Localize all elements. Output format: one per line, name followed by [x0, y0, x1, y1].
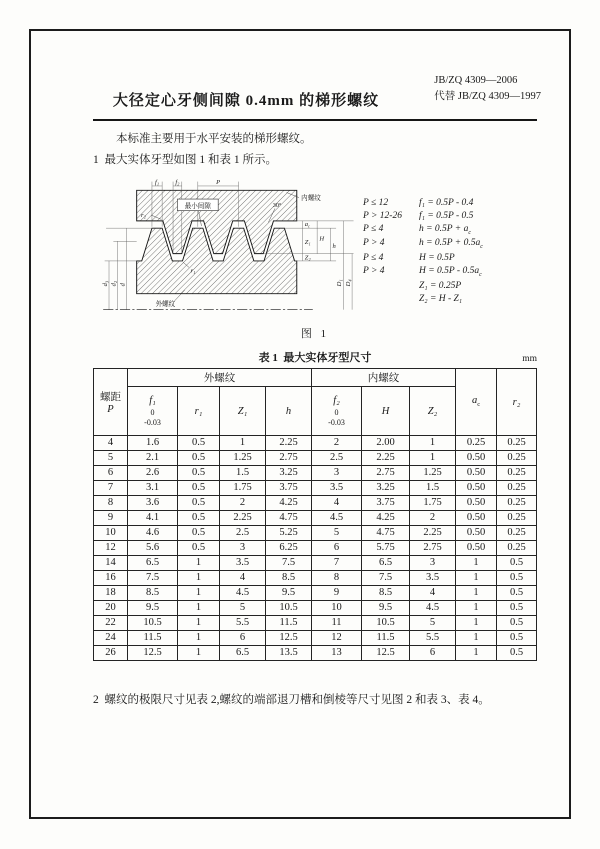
f1-tolerance-lower: -0.03 — [144, 417, 161, 427]
table-cell: 0.5 — [497, 556, 537, 571]
standard-number: JB/ZQ 4309—2006 — [434, 75, 518, 86]
formula-list — [363, 197, 537, 306]
table-cell: 2.25 — [220, 511, 266, 526]
formula-condition: P > 4 — [363, 266, 385, 277]
table-cell: 0.5 — [497, 586, 537, 601]
table-cell: 24 — [94, 631, 128, 646]
table-cell: 3.25 — [266, 466, 312, 481]
figure-1 — [93, 177, 537, 323]
table-cell: 8 — [312, 571, 362, 586]
dim-d2-label: d₂ — [110, 280, 118, 287]
table-row — [94, 451, 537, 466]
formula-condition: P > 4 — [363, 238, 385, 249]
dim-ac-base: a — [304, 220, 309, 228]
table-cell: 1.75 — [220, 481, 266, 496]
col-group-internal-thread: 内螺纹 — [312, 369, 456, 387]
table-cell: 2.25 — [410, 526, 456, 541]
formula-row — [363, 280, 537, 293]
table-row — [94, 616, 537, 631]
dim-H-label: H — [319, 235, 325, 243]
table-cell: 11 — [312, 616, 362, 631]
table-cell: 0.25 — [497, 436, 537, 451]
formula-condition: P > 12-26 — [363, 210, 402, 221]
table-cell: 9.5 — [128, 601, 178, 616]
table-cell: 4 — [312, 496, 362, 511]
col-header-ac-sub: c — [477, 401, 481, 409]
table-cell: 2.75 — [410, 541, 456, 556]
table-cell: 16 — [94, 571, 128, 586]
table-cell: 6 — [220, 631, 266, 646]
table-cell: 4.75 — [362, 526, 410, 541]
table-cell: 0.5 — [497, 571, 537, 586]
table-cell: 1 — [178, 586, 220, 601]
table-row — [94, 541, 537, 556]
table-row — [94, 601, 537, 616]
table-cell: 0.25 — [497, 481, 537, 496]
col-header-f1-tolerance — [128, 408, 177, 428]
formula-expression: f₁ = 0.5P - 0.4 — [419, 198, 474, 208]
table-cell: 2 — [220, 496, 266, 511]
section-1-text: 1 最大实体牙型如图 1 和表 1 所示。 — [93, 154, 277, 166]
table-cell: 5.5 — [410, 631, 456, 646]
table-cell: 2.5 — [312, 451, 362, 466]
dim-Z1-label: Z₁ — [304, 239, 311, 247]
col-header-f2-symbol: f₂ — [333, 394, 340, 406]
table-cell: 8.5 — [266, 571, 312, 586]
col-header-f2-tolerance — [312, 408, 361, 428]
standard-replaces: 代替 JB/ZQ 4309—1997 — [434, 90, 541, 102]
table-cell: 10 — [312, 601, 362, 616]
table-cell: 1 — [456, 616, 497, 631]
formula-condition: P ≤ 12 — [363, 198, 389, 208]
table-cell: 1.25 — [410, 466, 456, 481]
col-header-Z1: Z₁ — [220, 387, 266, 436]
figure-caption: 图 1 — [300, 328, 330, 340]
col-header-pitch-text: 螺距 — [100, 392, 121, 403]
table-cell: 3 — [220, 541, 266, 556]
table-cell: 1 — [410, 451, 456, 466]
formula-row — [363, 223, 537, 238]
table-cell: 5 — [220, 601, 266, 616]
table-cell: 6.5 — [220, 646, 266, 661]
table-cell: 7 — [312, 556, 362, 571]
intro-paragraph: 本标准主要用于水平安装的梯形螺纹。 — [116, 133, 312, 145]
table-cell: 0.50 — [456, 511, 497, 526]
table-cell: 12.5 — [266, 631, 312, 646]
table-cell: 4.25 — [266, 496, 312, 511]
table-cell: 0.5 — [497, 616, 537, 631]
page-border-frame — [29, 29, 571, 819]
dim-d3-label: d₃ — [101, 280, 109, 287]
formula-condition: P ≤ 4 — [363, 253, 384, 264]
table-row — [94, 481, 537, 496]
table-cell: 3.5 — [312, 481, 362, 496]
table-cell: 26 — [94, 646, 128, 661]
internal-thread-label: 内螺纹 — [301, 194, 321, 202]
table-row — [94, 511, 537, 526]
col-header-H: H — [362, 387, 410, 436]
col-header-Z2: Z₂ — [410, 387, 456, 436]
table-cell: 2 — [410, 511, 456, 526]
formula-expression: $h = 0.5P + 0.5a_c$ — [419, 238, 483, 251]
formula-row — [363, 197, 537, 210]
table-cell: 0.25 — [497, 466, 537, 481]
page-title: 大径定心牙侧间隙 0.4mm 的梯形螺纹 — [112, 93, 380, 109]
section-2-text: 2 螺纹的极限尺寸见表 2,螺纹的端部退刀槽和倒棱等尺寸见图 2 和表 3、表 4。 — [93, 694, 490, 706]
col-header-pitch — [94, 369, 128, 436]
table-cell: 1 — [456, 646, 497, 661]
table-cell: 3.5 — [410, 571, 456, 586]
table-row — [94, 646, 537, 661]
table-cell: 3.5 — [220, 556, 266, 571]
table-cell: 1 — [456, 556, 497, 571]
table-cell: 1.75 — [410, 496, 456, 511]
table-cell: 13 — [312, 646, 362, 661]
table-cell: 4.5 — [410, 601, 456, 616]
table-cell: 0.5 — [178, 436, 220, 451]
formula-expression: $H = 0.5P - 0.5a_c$ — [419, 266, 482, 278]
table-cell: 0.5 — [178, 526, 220, 541]
formula-row — [363, 265, 537, 280]
table-cell: 1 — [456, 601, 497, 616]
dim-pitch-label: P — [216, 178, 221, 186]
table-cell: 0.25 — [497, 541, 537, 556]
table-cell: 4.5 — [312, 511, 362, 526]
table-cell: 5 — [410, 616, 456, 631]
col-header-h: h — [266, 387, 312, 436]
table-cell: 22 — [94, 616, 128, 631]
table-cell: 18 — [94, 586, 128, 601]
table-cell: 0.25 — [497, 496, 537, 511]
table-cell: 1 — [178, 571, 220, 586]
table-cell: 1.5 — [410, 481, 456, 496]
formula-row — [363, 252, 537, 265]
table-cell: 3.75 — [266, 481, 312, 496]
table-title-row — [93, 349, 537, 365]
table-cell: 0.50 — [456, 496, 497, 511]
table-row — [94, 436, 537, 451]
table-cell: 5.25 — [266, 526, 312, 541]
table-cell: 0.50 — [456, 481, 497, 496]
table-title: 表 1 最大实体牙型尺寸 — [258, 352, 372, 364]
table-cell: 0.25 — [497, 451, 537, 466]
table-cell: 0.25 — [497, 526, 537, 541]
table-cell: 9.5 — [266, 586, 312, 601]
table-cell: 6 — [410, 646, 456, 661]
table-cell: 1 — [178, 646, 220, 661]
dim-Z2-label: Z₂ — [304, 254, 311, 262]
formula-row — [363, 210, 537, 223]
table-cell: 2.25 — [362, 451, 410, 466]
dim-f2-label: f₂ — [175, 178, 180, 186]
table-cell: 0.5 — [497, 646, 537, 661]
table-row — [94, 571, 537, 586]
dim-ac-label — [305, 221, 310, 228]
table-cell: 2.5 — [220, 526, 266, 541]
flank-angle-label: 30° — [272, 202, 282, 210]
table-cell: 2.00 — [362, 436, 410, 451]
formula-expression: Z₁ = 0.25P — [419, 280, 462, 291]
table-cell: 10.5 — [128, 616, 178, 631]
table-cell: 9 — [312, 586, 362, 601]
dim-D1-label: D₁ — [336, 279, 344, 287]
table-cell: 7.5 — [128, 571, 178, 586]
dim-D4-label: D₄ — [344, 279, 352, 287]
table-cell: 11.5 — [266, 616, 312, 631]
formula-row — [363, 293, 537, 306]
table-cell: 1.5 — [220, 466, 266, 481]
table-cell: 4.1 — [128, 511, 178, 526]
table-cell: 6 — [312, 541, 362, 556]
external-thread-label: 外螺纹 — [155, 301, 176, 309]
col-header-ac-base: a — [471, 395, 478, 407]
table-cell: 3.75 — [362, 496, 410, 511]
col-header-f1 — [128, 387, 178, 436]
table-cell: 0.5 — [497, 631, 537, 646]
table-cell: 5 — [312, 526, 362, 541]
table-cell: 13.5 — [266, 646, 312, 661]
table-cell: 0.50 — [456, 451, 497, 466]
table-cell: 1 — [456, 586, 497, 601]
table-cell: 14 — [94, 556, 128, 571]
table-cell: 12 — [94, 541, 128, 556]
table-cell: 1 — [456, 571, 497, 586]
table-cell: 3 — [312, 466, 362, 481]
table-cell: 5.6 — [128, 541, 178, 556]
formula-expression: H = 0.5P — [419, 253, 455, 264]
table-cell: 5 — [94, 451, 128, 466]
dim-r1-label: r₁ — [190, 267, 196, 275]
table-cell: 3.6 — [128, 496, 178, 511]
table-cell: 4.25 — [362, 511, 410, 526]
table-cell: 8.5 — [128, 586, 178, 601]
f1-tolerance-upper: 0 — [150, 407, 155, 417]
dim-ac-sub: c — [308, 223, 310, 229]
table-cell: 1 — [178, 631, 220, 646]
formula-expression: f₁ = 0.5P - 0.5 — [419, 210, 474, 221]
formula-condition — [363, 280, 419, 293]
table-cell: 6.5 — [362, 556, 410, 571]
document-header — [93, 31, 541, 119]
table-cell: 10 — [94, 526, 128, 541]
table-cell: 1 — [456, 631, 497, 646]
table-row — [94, 496, 537, 511]
table-cell: 8.5 — [362, 586, 410, 601]
table-cell: 1 — [178, 601, 220, 616]
dim-f1-label: f₁ — [154, 178, 160, 186]
table-cell: 5.5 — [220, 616, 266, 631]
formula-expression: Z₂ = H - Z₁ — [419, 293, 463, 304]
table-cell: 1.25 — [220, 451, 266, 466]
table-cell: 0.5 — [178, 541, 220, 556]
standard-number-block — [434, 73, 541, 105]
formula-row — [363, 237, 537, 252]
col-header-f2 — [312, 387, 362, 436]
table-cell: 4.6 — [128, 526, 178, 541]
table-cell: 10.5 — [266, 601, 312, 616]
table-cell: 20 — [94, 601, 128, 616]
table-cell: 8 — [94, 496, 128, 511]
table-cell: 9.5 — [362, 601, 410, 616]
f2-tolerance-upper: 0 — [334, 407, 339, 417]
table-cell: 2 — [312, 436, 362, 451]
table-cell: 0.5 — [178, 496, 220, 511]
col-group-external-thread: 外螺纹 — [128, 369, 312, 387]
col-header-r1: r₁ — [178, 387, 220, 436]
table-cell: 7 — [94, 481, 128, 496]
table-cell: 4.75 — [266, 511, 312, 526]
table-cell: 2.1 — [128, 451, 178, 466]
table-row — [94, 586, 537, 601]
table-cell: 1.6 — [128, 436, 178, 451]
min-clearance-label: 最小间隙 — [184, 202, 211, 210]
table-cell: 10.5 — [362, 616, 410, 631]
table-cell: 0.5 — [178, 466, 220, 481]
table-unit-label: mm — [522, 354, 537, 364]
table-cell: 7.5 — [266, 556, 312, 571]
table-cell: 0.50 — [456, 541, 497, 556]
table-cell: 4 — [220, 571, 266, 586]
table-cell: 12 — [312, 631, 362, 646]
table-cell: 2.75 — [266, 451, 312, 466]
table-cell: 0.25 — [456, 436, 497, 451]
col-header-f1-symbol: f₁ — [149, 394, 156, 406]
table-cell: 0.5 — [497, 601, 537, 616]
table-cell: 1 — [410, 436, 456, 451]
table-cell: 5.75 — [362, 541, 410, 556]
table-cell: 0.50 — [456, 466, 497, 481]
formula-condition: P ≤ 4 — [363, 223, 384, 234]
header-divider — [93, 119, 537, 121]
table-cell: 0.5 — [178, 481, 220, 496]
table-cell: 1 — [178, 616, 220, 631]
dim-r2-label: r₂ — [141, 212, 146, 220]
table-1 — [93, 368, 537, 661]
col-header-ac — [456, 369, 497, 436]
table-cell: 4.5 — [220, 586, 266, 601]
formula-expression: $h = 0.5P + a_c$ — [419, 223, 471, 236]
table-cell: 12.5 — [362, 646, 410, 661]
table-cell: 9 — [94, 511, 128, 526]
table-cell: 7.5 — [362, 571, 410, 586]
table-cell: 3.1 — [128, 481, 178, 496]
table-body — [94, 436, 537, 661]
table-row — [94, 631, 537, 646]
thread-profile-diagram — [93, 177, 355, 323]
table-cell: 4 — [410, 586, 456, 601]
table-row — [94, 556, 537, 571]
table-cell: 3 — [410, 556, 456, 571]
table-cell: 0.50 — [456, 526, 497, 541]
table-row — [94, 526, 537, 541]
col-header-r2: r₂ — [497, 369, 537, 436]
table-cell: 11.5 — [362, 631, 410, 646]
table-row — [94, 466, 537, 481]
table-cell: 1 — [178, 556, 220, 571]
table-cell: 1 — [220, 436, 266, 451]
table-cell: 0.25 — [497, 511, 537, 526]
table-cell: 2.75 — [362, 466, 410, 481]
table-cell: 2.6 — [128, 466, 178, 481]
table-cell: 12.5 — [128, 646, 178, 661]
formula-condition — [363, 293, 419, 306]
table-cell: 6.5 — [128, 556, 178, 571]
col-header-pitch-symbol: P — [107, 404, 114, 415]
dim-d-label: d — [119, 283, 127, 287]
dim-h-label: h — [332, 242, 336, 250]
table-cell: 2.25 — [266, 436, 312, 451]
table-cell: 0.5 — [178, 451, 220, 466]
table-cell: 3.25 — [362, 481, 410, 496]
table-cell: 6.25 — [266, 541, 312, 556]
table-cell: 4 — [94, 436, 128, 451]
table-cell: 6 — [94, 466, 128, 481]
f2-tolerance-lower: -0.03 — [328, 417, 345, 427]
table-cell: 0.5 — [178, 511, 220, 526]
table-cell: 11.5 — [128, 631, 178, 646]
